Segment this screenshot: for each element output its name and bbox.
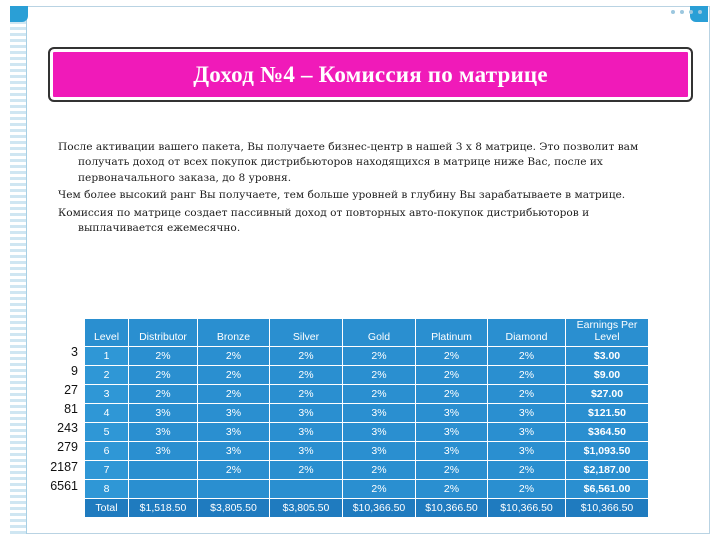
total-cell: $10,366.50 [343,499,415,517]
table-row [85,347,648,365]
table-cell: 3% [129,404,197,422]
matrix-count-column [38,343,78,496]
table-cell: 8 [85,480,128,498]
table-cell: $1,093.50 [566,442,648,460]
table-cell: 2% [488,461,565,479]
table-cell: 3% [488,404,565,422]
table-row [85,461,648,479]
header-diamond: Diamond [488,311,565,346]
table-cell: 2% [488,347,565,365]
table-cell: 3% [416,442,487,460]
table-cell: 3% [270,442,342,460]
header-silver: Silver [270,311,342,346]
paragraph: Комиссия по матрице создает пассивный доход от повторных авто-покупок дистрибьюторов и выплачивается ежемесячно. [58,206,590,235]
table-cell: 3% [416,404,487,422]
table-cell: 5 [85,423,128,441]
table-cell: 3% [488,423,565,441]
title-banner [48,47,693,102]
header-bronze: Bronze [198,311,269,346]
matrix-count: 81 [64,402,78,417]
table-row [85,366,648,384]
table-cell: 2% [270,366,342,384]
header-earnings-per-level: Earnings Per Level [566,311,648,346]
table-cell: 3% [343,442,415,460]
table-cell: 2% [488,480,565,498]
decorative-dots [671,10,702,14]
table-cell: 3% [343,423,415,441]
table-cell [198,480,269,498]
corner-accent-left [10,6,28,22]
table-cell: $9.00 [566,366,648,384]
table-cell: 2% [488,366,565,384]
table-cell: 2% [416,366,487,384]
table-row [85,385,648,403]
table-cell: 2% [198,366,269,384]
table-header-row [85,311,648,346]
table-cell: 3% [198,404,269,422]
table-cell: 2% [198,347,269,365]
table-cell: 2% [416,385,487,403]
matrix-count: 27 [64,383,78,398]
total-cell: Total [85,499,128,517]
table-cell [270,480,342,498]
table-cell: 2% [343,461,415,479]
table-cell: 2% [198,385,269,403]
total-cell: $10,366.50 [566,499,648,517]
table-cell: 3% [488,442,565,460]
earnings-table [84,310,649,518]
matrix-count: 3 [71,345,78,359]
table-cell [129,480,197,498]
table-cell [129,461,197,479]
paragraph: После активации вашего пакета, Вы получаете бизнес-центр в нашей 3 х 8 матрице. Это позволит вам получать доход от всех покупок дистрибьюторов находящихся в матрице ниже Вас, после их первоначального заказа, до 8 уровня. [58,141,639,184]
table-cell: $6,561.00 [566,480,648,498]
decorative-left-stripe [10,6,27,534]
table-cell: 2% [343,366,415,384]
table-cell: 2% [198,461,269,479]
table-cell: 3% [198,442,269,460]
table-row [85,480,648,498]
matrix-count: 2187 [50,459,78,474]
table-cell: $121.50 [566,404,648,422]
matrix-count: 279 [57,440,78,455]
corner-accent-right [690,6,708,22]
total-row [85,499,648,517]
table-row [85,404,648,422]
paragraph: Чем более высокий ранг Вы получаете, тем больше уровней в глубину Вы зарабатываете в матрице. [58,189,626,202]
header-gold: Gold [343,311,415,346]
table-cell: 2% [270,347,342,365]
matrix-count: 9 [71,364,78,379]
table-cell: 2% [343,347,415,365]
table-cell: $2,187.00 [566,461,648,479]
total-cell: $1,518.50 [129,499,197,517]
table-cell: 2 [85,366,128,384]
table-cell: 7 [85,461,128,479]
table-cell: 3 [85,385,128,403]
table-cell: 2% [416,347,487,365]
body-text [58,140,670,238]
table-cell: $364.50 [566,423,648,441]
table-cell: 2% [270,385,342,403]
table-cell: 3% [343,404,415,422]
table-cell: 3% [129,423,197,441]
table-cell: 3% [129,442,197,460]
table-cell: $27.00 [566,385,648,403]
table-cell: 2% [129,347,197,365]
table-cell: 2% [416,461,487,479]
total-cell: $3,805.50 [270,499,342,517]
total-cell: $3,805.50 [198,499,269,517]
table-cell: 2% [129,385,197,403]
total-cell: $10,366.50 [488,499,565,517]
header-distributor: Distributor [129,311,197,346]
matrix-count: 6561 [50,478,78,493]
table-cell: 4 [85,404,128,422]
table-row [85,442,648,460]
slide-title: Доход №4 – Комиссия по матрице [193,61,548,87]
table-cell: 3% [270,404,342,422]
table-cell: 1 [85,347,128,365]
table-cell: 2% [343,480,415,498]
table-cell: 2% [343,385,415,403]
table-cell: 3% [198,423,269,441]
table-cell: 2% [129,366,197,384]
table-cell: 2% [488,385,565,403]
header-level: Level [85,311,128,346]
matrix-count: 243 [57,421,78,436]
table-cell: 2% [270,461,342,479]
table-cell: 6 [85,442,128,460]
table-cell: 3% [270,423,342,441]
header-platinum: Platinum [416,311,487,346]
table-cell: $3.00 [566,347,648,365]
total-cell: $10,366.50 [416,499,487,517]
table-row [85,423,648,441]
table-cell: 2% [416,480,487,498]
table-cell: 3% [416,423,487,441]
